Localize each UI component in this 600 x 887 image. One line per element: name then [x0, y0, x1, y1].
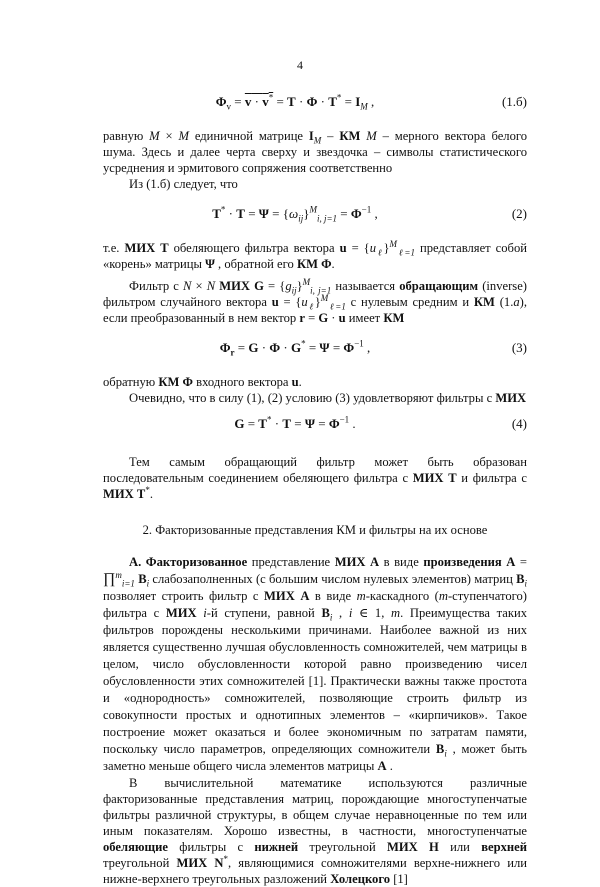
page-number: 4 — [297, 58, 303, 72]
equation-2 — [103, 204, 527, 224]
equation-1b-formula: $\Phi_v = v \cdot v^* = T \cdot \Phi \cdot T^* = I_M$ , — [215, 92, 375, 112]
equation-4 — [103, 414, 527, 434]
equation-2-number: (2) — [511, 206, 527, 221]
paragraph-1: равную M × M единичной матрице $I_M$ – КМ M – мерного вектора белого шума. Здесь и далее черта сверху и звездочка – символы статистического усреднения и эрмитового сопряжения соответственно — [103, 129, 528, 175]
paragraph-3: т.е. МИХ T обеляющего фильтра вектора $u = \{u_\ell\}^M_{\ell=1}$ представляет собой «корень» матрицы Ψ , обратной его КМ Φ. — [103, 238, 527, 271]
equation-1b — [103, 92, 527, 112]
paragraph-4: Фильтр с N × N МИХ $G = \{g_{ij}\}^M_{i, j=1}$ называется обращающим (inverse) фильтром случайного вектора $u = \{u_\ell\}^M_{\ell=1}$ с нулевым средним и КМ (1.а), если преобразованный в нем вектор r = G · u имеет КМ — [103, 276, 527, 325]
equation-2-formula: $T^* \cdot T = \Psi = \{\omega_{ij}\}^M_{i, j=1} = \Phi^{-1}$ , — [212, 204, 378, 224]
section-heading: 2. Факторизованные представления КМ и фильтры на их основе — [142, 523, 488, 537]
equation-4-formula: $G = T^* \cdot T = \Psi = \Phi^{-1}$ . — [234, 414, 356, 431]
equation-1b-number: (1.б) — [501, 94, 527, 109]
equation-3 — [103, 338, 527, 358]
paragraph-9: В вычислительной математике используются различные факторизованные представления матриц, порождающие многоступенчатые фильтры различной структуры, в общем случае неравноценные по тем или иным показателям. Хорошо известны, в частности, многоступенчатые обеляющие фильтры с нижней треугольной МИХ H или верхней треугольной МИХ N*, являющимися сомножителями верхне-нижнего или нижне-верхнего треугольных разложений Холецкого [1] — [103, 776, 527, 886]
equation-3-number: (3) — [511, 340, 527, 355]
paragraph-6: Очевидно, что в силу (1), (2) условию (3) удовлетворяют фильтры с МИХ — [129, 391, 527, 405]
paragraph-2: Из (1.б) следует, что — [129, 177, 238, 191]
equation-4-number: (4) — [511, 416, 527, 431]
equation-3-formula: $\Phi_r = G \cdot \Phi \cdot G^* = \Psi = \Phi^{-1}$ , — [219, 338, 371, 358]
paragraph-5: обратную КМ Φ входного вектора u. — [103, 375, 302, 389]
page-body — [103, 92, 527, 887]
paragraph-8: А. Факторизованное представление МИХ A в виде произведения A = ∏$^m_{i=1}$ $B_i$ слабозаполненных (с большим числом нулевых элементов) матриц $B_i$ позволяет строить фильтр с МИХ A в виде m-каскадного (m-ступенчатого) фильтра с МИХ i-й ступени, равной $B_i$ , i ∈ 1, m. Преимущества таких фильтров порождены несколькими причинами. Наиболее важной из них является существенно лучшая обусловленность сомножителей, чем матрицы в целом, число обусловленности которой равно произведению чисел обусловленности этих сомножителей [1]. Практически важны также простота и «однородность» сомножителей, позволяющие строить фильтр из совокупности простых и однотипных элементов – «кирпичиков». Такое построение может оказаться и более экономичным по затратам памяти, поскольку число параметров, определяющих сомножители $B_i$ , может быть заметно меньше общего числа элементов матрицы A . — [103, 555, 528, 773]
paragraph-7: Тем самым обращающий фильтр может быть образован последовательным соединением обеляющего фильтра с МИХ T и фильтра с МИХ T*. — [103, 455, 527, 501]
